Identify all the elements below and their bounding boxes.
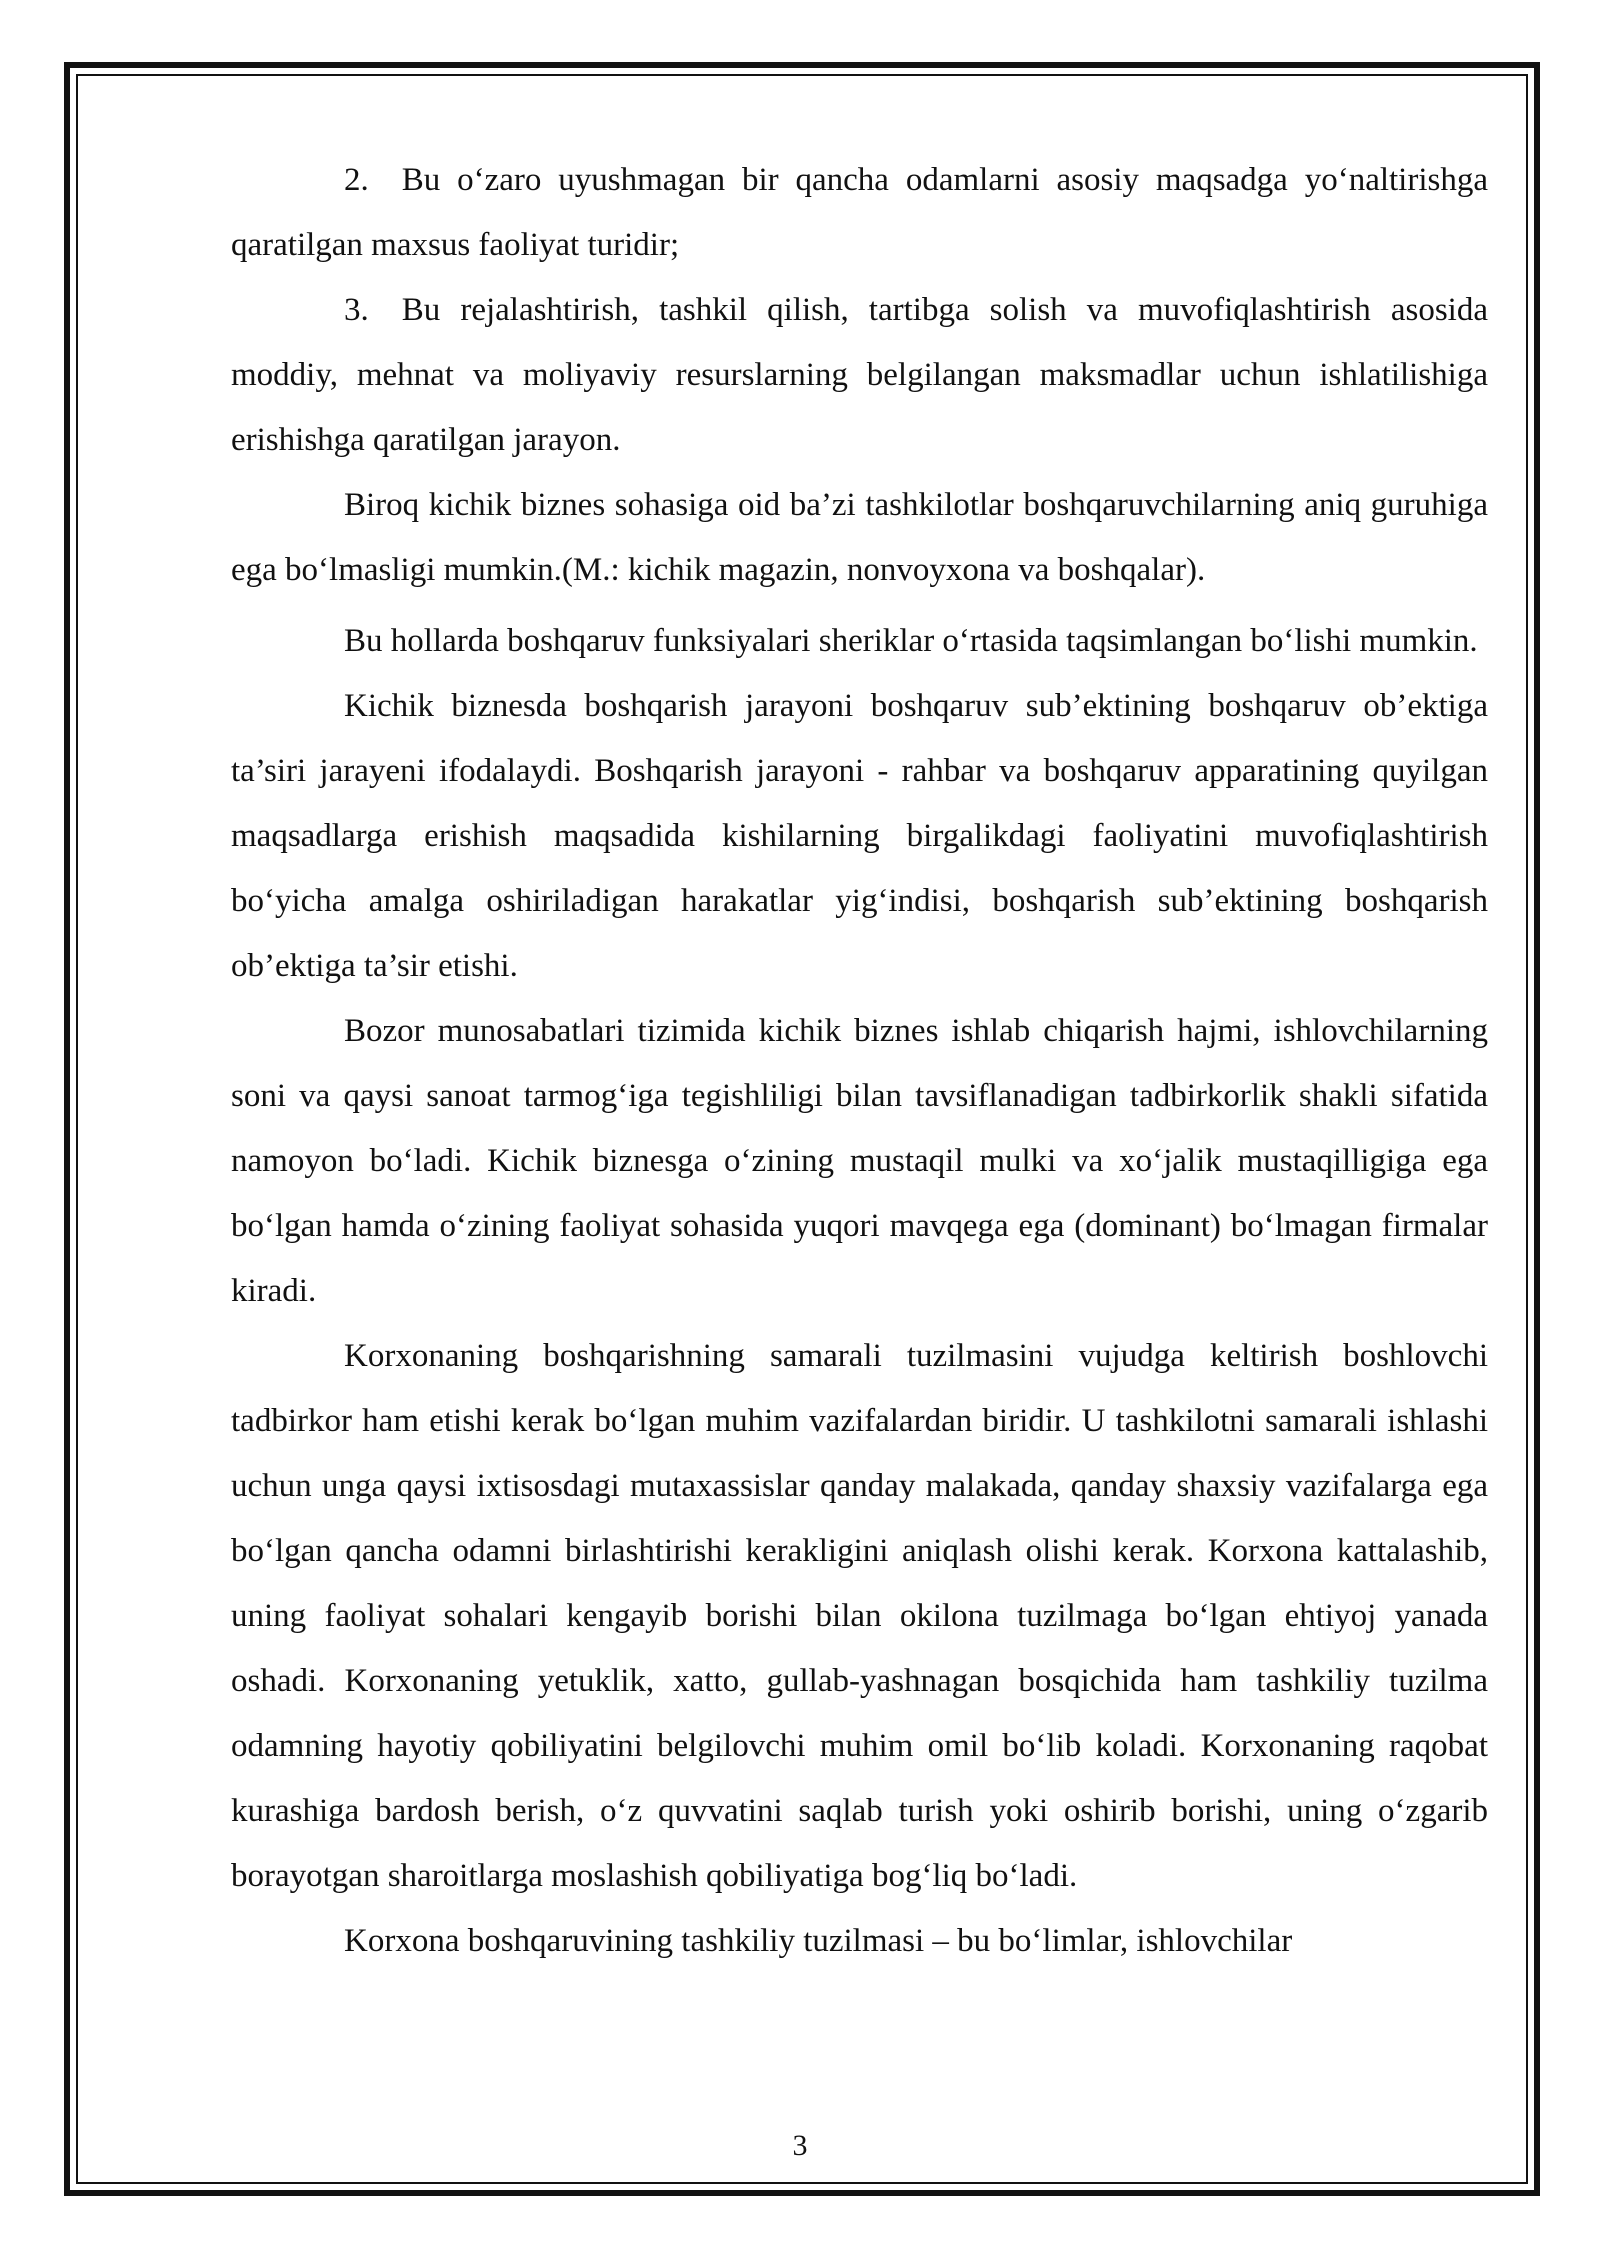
document-body (231, 148, 1488, 1974)
page-number: 3 (792, 2129, 808, 2162)
paragraph-list-item-2: 2. Bu o‘zaro uyushmagan bir qancha odamlarni asosiy maqsadga yo‘naltirishga qaratilgan maxsus faoliyat turidir; (231, 162, 1488, 263)
paragraph-bu-hollarda: Bu hollarda boshqaruv funksiyalari sheriklar o‘rtasida taqsimlangan bo‘lishi mumkin. (344, 623, 1478, 659)
paragraph-biroq: Biroq kichik biznes sohasiga oid ba’zi tashkilotlar boshqaruvchilarning aniq guruhiga ega bo‘lmasligi mumkin.(M.: kichik magazin, nonvoyxona va boshqalar). (231, 487, 1488, 588)
paragraph-list-item-3: 3. Bu rejalashtirish, tashkil qilish, tartibga solish va muvofiqlashtirish asosida moddiy, mehnat va moliyaviy resurslarning belgilangan maksmadlar uchun ishlatilishiga erishishga qaratilgan jarayon. (231, 292, 1488, 458)
paragraph-korxonaning-boshqarishning: Korxonaning boshqarishning samarali tuzilmasini vujudga keltirish boshlovchi tadbirkor ham etishi kerak bo‘lgan muhim vazifalardan biridir. U tashkilotni samarali ishlashi uchun unga qaysi ixtisosdagi mutaxassislar qanday malakada, qanday shaxsiy vazifalarga ega bo‘lgan qancha odamni birlashtirishi kerakligini aniqlash olishi kerak. Korxona kattalashib, uning faoliyat sohalari kengayib borishi bilan okilona tuzilmaga bo‘lgan ehtiyoj yanada oshadi. Korxonaning yetuklik, xatto, gullab-yashnagan bosqichida ham tashkiliy tuzilma odamning hayotiy qobiliyatini belgilovchi muhim omil bo‘lib koladi. Korxonaning raqobat kurashiga bardosh berish, o‘z quvvatini saqlab turish yoki oshirib borishi, uning o‘zgarib borayotgan sharoitlarga moslashish qobiliyatiga bog‘liq bo‘ladi. (231, 1338, 1488, 1894)
paragraph-bozor-munosabatlari: Bozor munosabatlari tizimida kichik biznes ishlab chiqarish hajmi, ishlovchilarning soni va qaysi sanoat tarmog‘iga tegishliligi bilan tavsiflanadigan tadbirkorlik shakli sifatida namoyon bo‘ladi. Kichik biznesga o‘zining mustaqil mulki va xo‘jalik mustaqilligiga ega bo‘lgan hamda o‘zining faoliyat sohasida yuqori mavqega ega (dominant) bo‘lmagan firmalar kiradi. (231, 1013, 1488, 1309)
paragraph-kichik-biznesda: Kichik biznesda boshqarish jarayoni boshqaruv sub’ektining boshqaruv ob’ektiga ta’siri jarayeni ifodalaydi. Boshqarish jarayoni - rahbar va boshqaruv apparatining quyilgan maqsadlarga erishish maqsadida kishilarning birgalikdagi faoliyatini muvofiqlashtirish bo‘yicha amalga oshiriladigan harakatlar yig‘indisi, boshqarish sub’ektining boshqarish ob’ektiga ta’sir etishi. (231, 688, 1488, 984)
paragraph-korxona-boshqaruvining: Korxona boshqaruvining tashkiliy tuzilmasi – bu bo‘limlar, ishlovchilar (344, 1923, 1293, 1959)
